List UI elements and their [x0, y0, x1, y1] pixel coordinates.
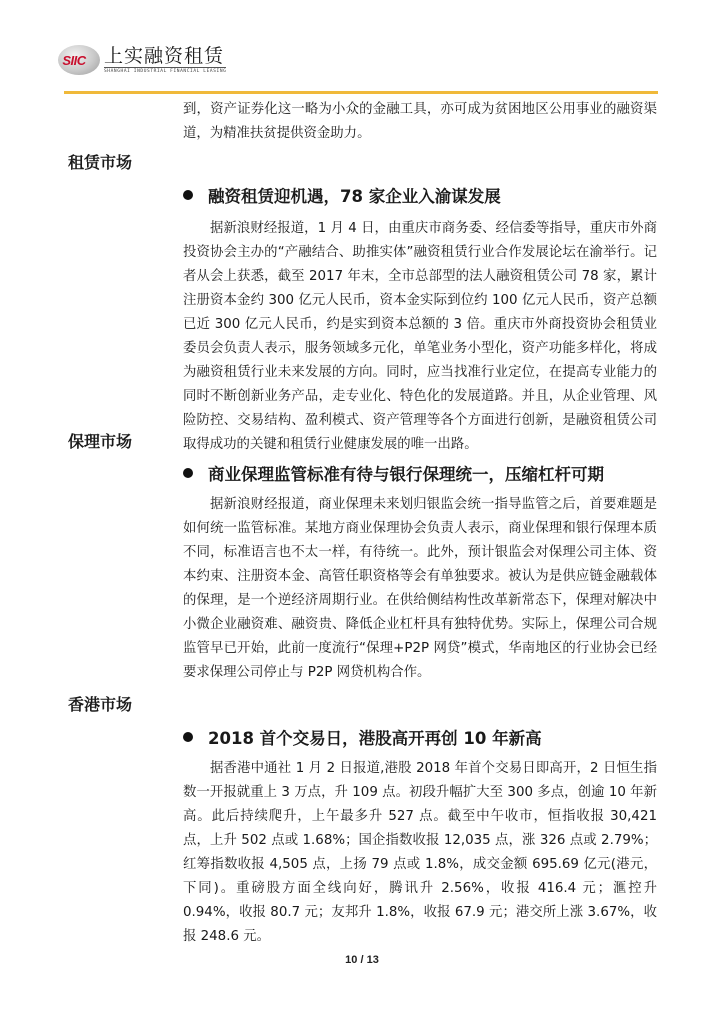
siic-logo-mark: [58, 45, 100, 75]
article-heading-factoring: [183, 461, 604, 485]
section-title-leasing: 租赁市场: [68, 153, 133, 172]
article-heading-text: 2018 首个交易日，港股高开再创 10 年新高: [208, 729, 542, 748]
company-logo: [58, 42, 226, 78]
logo-wordmark: [104, 45, 226, 76]
logo-chinese-name: 上实融资租赁: [104, 45, 226, 68]
article-heading-text: 融资租赁迎机遇，78 家企业入渝谋发展: [208, 187, 501, 206]
bullet-icon: [183, 732, 193, 742]
article-heading-hongkong: [183, 725, 542, 749]
logo-english-name: SHANGHAI INDUSTRIAL FINANCIAL LEASING: [104, 68, 227, 74]
page-number: 10 / 13: [345, 954, 379, 966]
bullet-icon: [183, 190, 193, 200]
bullet-icon: [183, 468, 193, 478]
header-divider: [64, 91, 658, 94]
article-heading-text: 商业保理监管标准有待与银行保理统一，压缩杠杆可期: [208, 465, 604, 484]
intro-paragraph: 到，资产证券化这一略为小众的金融工具，亦可成为贫困地区公用事业的融资渠道，为精准扶贫提供资金助力。: [183, 102, 657, 141]
article-body-hongkong: 据香港中通社 1 月 2 日报道,港股 2018 年首个交易日即高开，2 日恒生指数一开报就重上 3 万点，升 109 点。初段升幅扩大至 300 多点，创逾 10 年新高。此后持续爬升，上午最多升 527 点。截至中午收市，恒指收报 30,421 点，上升 502 点或 1.68%；国企指数收报 12,035 点，涨 326 点或 2.79%；红筹指数收报 4,505 点，上扬 79 点或 1.8%，成交金额 695.69 亿元(港元，下同)。重磅股方面全线向好，腾讯升 2.56%，收报 416.4 元；滙控升 0.94%，收报 80.7 元；友邦升 1.8%，收报 67.9 元；港交所上涨 3.67%，收报 248.6 元。: [183, 761, 657, 944]
article-body-factoring: 据新浪财经报道，商业保理未来划归银监会统一指导监管之后，首要难题是如何统一监管标准。某地方商业保理协会负责人表示，商业保理和银行保理本质不同，标准语言也不太一样，有待统一。此外，预计银监会对保理公司主体、资本约束、注册资本金、高管任职资格等会有单独要求。被认为是供应链金融载体的保理，是一个逆经济周期行业。在供给侧结构性改革新常态下，保理对解决中小微企业融资难、融资贵、降低企业杠杆具有独特优势。实际上，保理公司合规监管早已开始，此前一度流行“保理+P2P 网贷”模式，华南地区的行业协会已经要求保理公司停止与 P2P 网贷机构合作。: [183, 497, 657, 680]
section-title-factoring: 保理市场: [68, 432, 133, 451]
article-heading-leasing: [183, 183, 501, 207]
logo-mark-text: SIIC: [62, 52, 86, 68]
article-body-leasing: 据新浪财经报道，1 月 4 日，由重庆市商务委、经信委等指导，重庆市外商投资协会主办的“产融结合、助推实体”融资租赁行业合作发展论坛在渝举行。记者从会上获悉，截至 2017 年末，全市总部型的法人融资租赁公司 78 家，累计注册资本金约 300 亿元人民币，资本金实际到位约 100 亿元人民币，资产总额已近 300 亿元人民币，约是实到资本总额的 3 倍。重庆市外商投资协会租赁业委员会负责人表示，服务领域多元化，单笔业务小型化，资产功能多样化，将成为融资租赁行业未来发展的方向。同时，应当找准行业定位，在提高专业能力的同时不断创新业务产品，走专业化、特色化的发展道路。并且，从企业管理、风险防控、交易结构、盈利模式、资产管理等各个方面进行创新，是融资租赁公司取得成功的关键和租赁行业健康发展的唯一出路。: [183, 221, 657, 452]
section-title-hongkong: 香港市场: [68, 695, 133, 714]
